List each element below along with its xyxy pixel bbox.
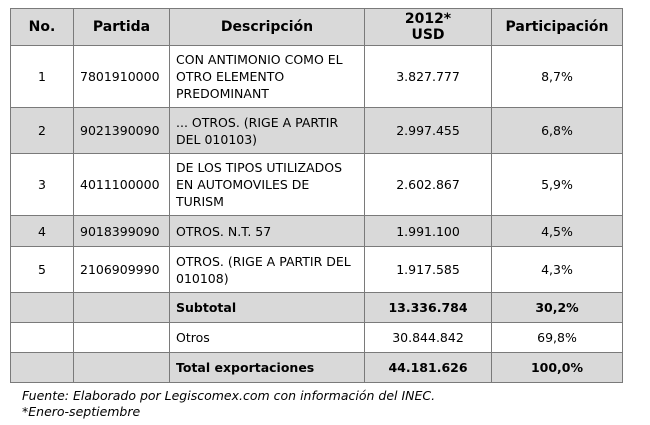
- row-pct: 6,8%: [492, 108, 623, 154]
- total-usd: 44.181.626: [365, 353, 492, 383]
- header-partida: Partida: [74, 9, 170, 46]
- row-descripcion: DE LOS TIPOS UTILIZADOS EN AUTOMOVILES DE TURISM: [170, 154, 365, 216]
- row-usd: 1.917.585: [365, 247, 492, 293]
- row-partida: 9018399090: [74, 216, 170, 247]
- row-pct: 4,5%: [492, 216, 623, 247]
- total-row: [11, 353, 623, 383]
- row-descripcion: CON ANTIMONIO COMO EL OTRO ELEMENTO PREDOMINANT: [170, 46, 365, 108]
- row-partida: 4011100000: [74, 154, 170, 216]
- subtotal-row: [11, 293, 623, 323]
- row-descripcion: OTROS. (RIGE A PARTIR DEL 010108): [170, 247, 365, 293]
- row-descripcion: OTROS. N.T. 57: [170, 216, 365, 247]
- row-pct: 4,3%: [492, 247, 623, 293]
- header-year: 2012*: [404, 11, 452, 27]
- subtotal-label: Subtotal: [170, 293, 365, 323]
- row-descripcion: ... OTROS. (RIGE A PARTIR DEL 010103): [170, 108, 365, 154]
- subtotal-usd: 13.336.784: [365, 293, 492, 323]
- total-label: Total exportaciones: [170, 353, 365, 383]
- otros-usd: 30.844.842: [365, 323, 492, 353]
- table-row: [11, 216, 623, 247]
- row-no: 4: [11, 216, 74, 247]
- row-no: 2: [11, 108, 74, 154]
- row-usd: 3.827.777: [365, 46, 492, 108]
- source-footnote: Fuente: Elaborado por Legiscomex.com con información del INEC.: [22, 388, 436, 403]
- header-row: [11, 9, 623, 46]
- otros-pct: 69,8%: [492, 323, 623, 353]
- row-no: 5: [11, 247, 74, 293]
- table-row: [11, 108, 623, 154]
- otros-row: [11, 323, 623, 353]
- header-participacion: Participación: [492, 9, 623, 46]
- row-pct: 8,7%: [492, 46, 623, 108]
- total-pct: 100,0%: [492, 353, 623, 383]
- table-row: [11, 46, 623, 108]
- subtotal-pct: 30,2%: [492, 293, 623, 323]
- row-no: 1: [11, 46, 74, 108]
- header-no: No.: [11, 9, 74, 46]
- row-partida: 9021390090: [74, 108, 170, 154]
- table-row: [11, 154, 623, 216]
- row-no: 3: [11, 154, 74, 216]
- header-unit: USD: [411, 27, 445, 43]
- row-partida: 2106909990: [74, 247, 170, 293]
- row-usd: 1.991.100: [365, 216, 492, 247]
- otros-label: Otros: [170, 323, 365, 353]
- row-partida: 7801910000: [74, 46, 170, 108]
- exports-table: [10, 8, 623, 383]
- period-footnote: *Enero-septiembre: [22, 404, 141, 419]
- table-row: [11, 247, 623, 293]
- row-pct: 5,9%: [492, 154, 623, 216]
- row-usd: 2.602.867: [365, 154, 492, 216]
- row-usd: 2.997.455: [365, 108, 492, 154]
- header-usd: [365, 9, 492, 46]
- header-descripcion: Descripción: [170, 9, 365, 46]
